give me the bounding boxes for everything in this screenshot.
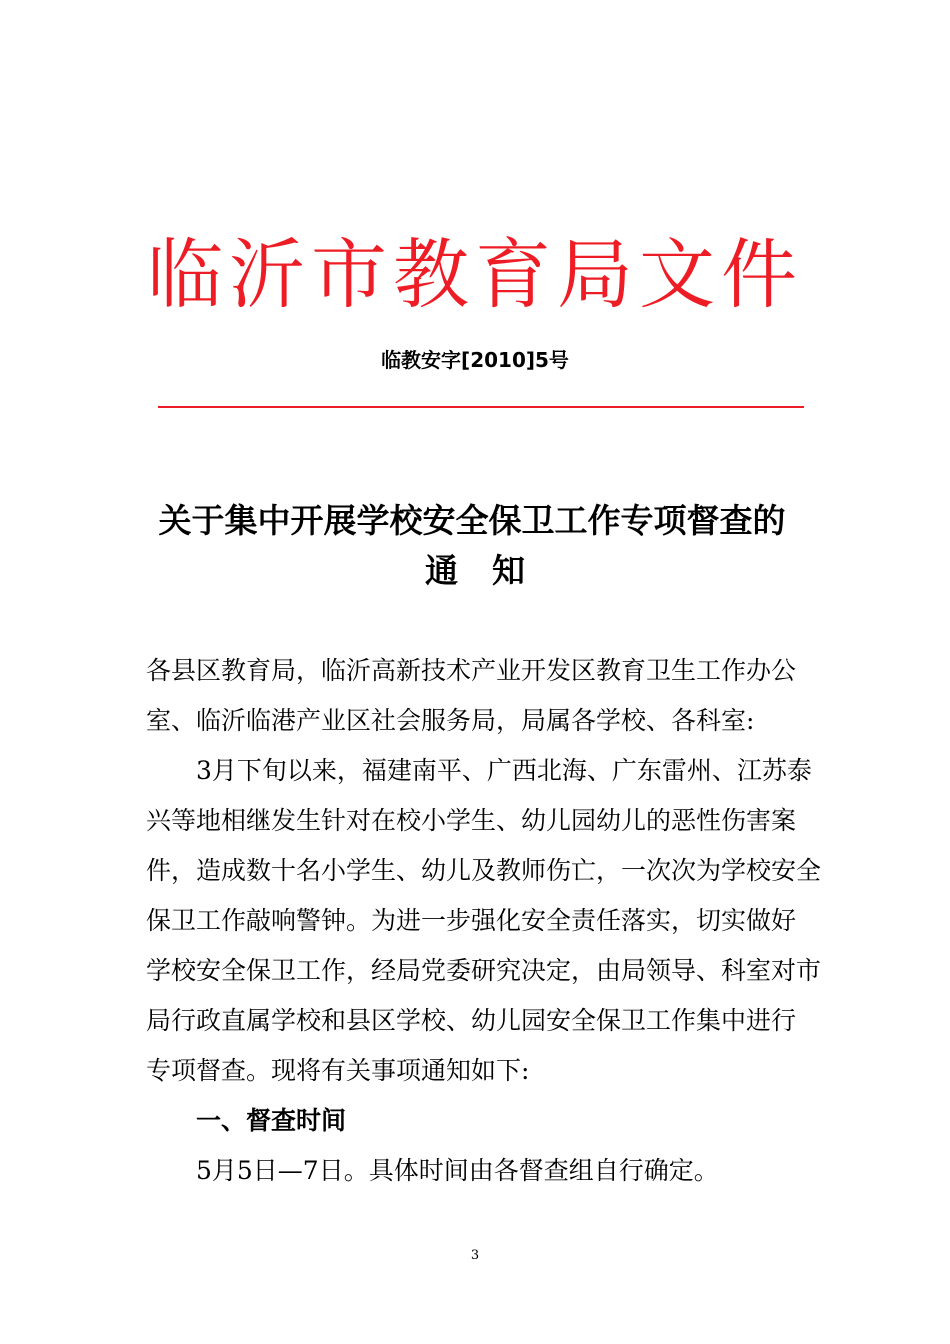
body-line: 3月下旬以来，福建南平、广西北海、广东雷州、江苏泰	[196, 756, 812, 785]
body-line: 件，造成数十名小学生、幼儿及教师伤亡，一次次为学校安全	[146, 856, 822, 885]
body-line: 各县区教育局，临沂高新技术产业开发区教育卫生工作办公	[146, 656, 797, 685]
notice-title-line2: 通知	[425, 551, 559, 590]
body-line: 学校安全保卫工作，经局党委研究决定，由局领导、科室对市	[146, 956, 822, 985]
section-heading: 一、督查时间	[196, 1106, 347, 1135]
document-number: 临教安字[2010]5号	[381, 348, 569, 372]
body-line: 专项督查。现将有关事项通知如下:	[146, 1056, 530, 1085]
body-line: 兴等地相继发生针对在校小学生、幼儿园幼儿的恶性伤害案	[146, 806, 797, 835]
body-line: 室、临沂临港产业区社会服务局，局属各学校、各科室:	[146, 706, 755, 735]
body-line: 保卫工作敲响警钟。为进一步强化安全责任落实，切实做好	[146, 906, 797, 935]
red-divider-line	[158, 406, 804, 408]
page-number: 3	[470, 1248, 480, 1263]
agency-title: 临沂市教育局文件	[147, 230, 803, 319]
notice-title-line1: 关于集中开展学校安全保卫工作专项督查的	[158, 501, 786, 540]
body-line: 局行政直属学校和县区学校、幼儿园安全保卫工作集中进行	[146, 1006, 797, 1035]
section-text: 5月5日—7日。具体时间由各督查组自行确定。	[196, 1156, 719, 1185]
